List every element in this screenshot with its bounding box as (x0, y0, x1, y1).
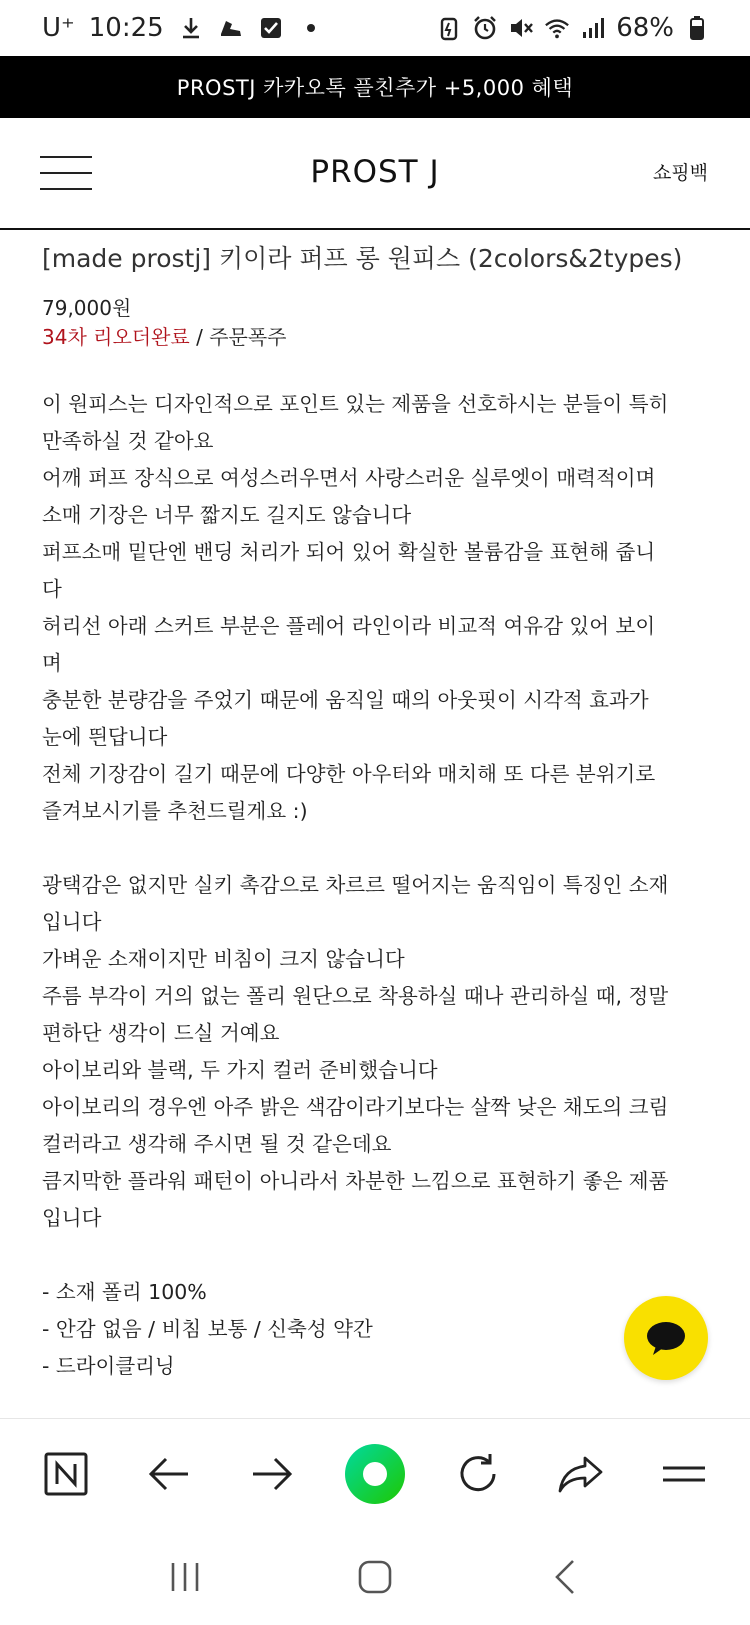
reload-button[interactable] (442, 1438, 514, 1510)
naver-home-button[interactable] (30, 1438, 102, 1510)
carrier-label: U⁺ (42, 13, 75, 43)
reorder-rest: / 주문폭주 (189, 325, 287, 349)
description-line: 허리선 아래 스커트 부분은 플레어 라인이라 비교적 여유감 있어 보이 (42, 614, 656, 638)
arrow-right-icon (251, 1456, 293, 1492)
browser-menu-button[interactable] (648, 1438, 720, 1510)
checkbox-icon (258, 15, 284, 41)
battery-saver-icon (436, 15, 462, 41)
dot-icon (298, 15, 324, 41)
description-line: 아이보리와 블랙, 두 가지 컬러 준비했습니다 (42, 1058, 438, 1082)
shopping-bag-link[interactable]: 쇼핑백 (652, 162, 708, 184)
clock: 10:25 (88, 13, 164, 43)
chat-bubble-icon (644, 1318, 688, 1358)
spec-line: - 안감 없음 / 비침 보통 / 신축성 약간 (42, 1317, 373, 1341)
description-line: 즐겨보시기를 추천드릴게요 :) (42, 799, 308, 823)
product-detail (42, 238, 712, 1385)
spec-line: - 소재 폴리 100% (42, 1280, 207, 1304)
product-price: 79,000원 (42, 296, 132, 320)
description-line: 주름 부각이 거의 없는 폴리 원단으로 착용하실 때나 관리하실 때, 정말 (42, 984, 669, 1008)
signal-icon (580, 15, 606, 41)
promo-banner[interactable] (0, 56, 750, 118)
recent-apps-icon (168, 1560, 202, 1594)
promo-banner-text: PROSTJ 카카오톡 플친추가 +5,000 혜택 (176, 76, 574, 100)
back-button[interactable] (133, 1438, 205, 1510)
home-icon (357, 1559, 393, 1595)
share-icon (557, 1454, 605, 1494)
description-line: 전체 기장감이 길기 때문에 다양한 아우터와 매치해 또 다른 분위기로 (42, 762, 656, 786)
description-line: 큼지막한 플라워 패턴이 아니라서 차분한 느낌으로 표현하기 좋은 제품 (42, 1169, 669, 1193)
arrow-left-icon (148, 1456, 190, 1492)
description-line: 퍼프소매 밑단엔 밴딩 처리가 되어 있어 확실한 볼륨감을 표현해 줍니 (42, 540, 656, 564)
download-icon (178, 15, 204, 41)
recent-apps-button[interactable] (155, 1547, 215, 1607)
description-line: 편하단 생각이 드실 거예요 (42, 1021, 280, 1045)
kakao-chat-button[interactable] (624, 1296, 708, 1380)
forward-button[interactable] (236, 1438, 308, 1510)
alarm-icon (472, 15, 498, 41)
system-back-button[interactable] (535, 1547, 595, 1607)
description-line: 이 원피스는 디자인적으로 포인트 있는 제품을 선호하시는 분들이 특히 (42, 392, 669, 416)
green-dot-button[interactable] (339, 1438, 411, 1510)
description-line: 컬러라고 생각해 주시면 될 것 같은데요 (42, 1132, 392, 1156)
description-line: 충분한 분량감을 주었기 때문에 움직일 때의 아웃핏이 시각적 효과가 (42, 688, 649, 712)
description-line: 입니다 (42, 1206, 102, 1230)
description-line: 다 (42, 577, 62, 601)
mute-icon (508, 15, 534, 41)
chevron-left-icon (553, 1559, 577, 1595)
reorder-highlight: 34차 리오더완료 (42, 325, 190, 349)
description-line: 만족하실 것 같아요 (42, 429, 214, 453)
battery-percent: 68% (616, 13, 674, 43)
status-bar (0, 0, 750, 56)
description-line: 눈에 띈답니다 (42, 725, 168, 749)
product-description (42, 386, 712, 1385)
site-logo[interactable]: PROST J (310, 154, 440, 190)
product-title: [made prostj] 키이라 퍼프 롱 원피스 (2colors&2types) (42, 244, 683, 273)
description-line: 광택감은 없지만 실키 촉감으로 차르르 떨어지는 움직임이 특징인 소재 (42, 873, 669, 897)
site-header (0, 118, 750, 230)
spec-line: - 드라이클리닝 (42, 1354, 175, 1378)
description-line: 며 (42, 651, 62, 675)
description-line: 아이보리의 경우엔 아주 밝은 색감이라기보다는 살짝 낮은 채도의 크림 (42, 1095, 669, 1119)
menu-lines-icon (661, 1462, 707, 1486)
description-line: 어깨 퍼프 장식으로 여성스러우면서 사랑스러운 실루엣이 매력적이며 (42, 466, 656, 490)
description-line: 소매 기장은 너무 짧지도 길지도 않습니다 (42, 503, 412, 527)
browser-toolbar (0, 1418, 750, 1528)
home-button[interactable] (345, 1547, 405, 1607)
reorder-status (42, 322, 712, 352)
naver-n-icon (43, 1451, 89, 1497)
wifi-icon (544, 15, 570, 41)
sneaker-icon (218, 15, 244, 41)
green-dot-icon (343, 1442, 407, 1506)
description-line: 입니다 (42, 910, 102, 934)
refresh-icon (456, 1452, 500, 1496)
description-line: 가벼운 소재이지만 비침이 크지 않습니다 (42, 947, 405, 971)
system-nav-bar (0, 1528, 750, 1625)
share-button[interactable] (545, 1438, 617, 1510)
battery-icon (684, 15, 710, 41)
